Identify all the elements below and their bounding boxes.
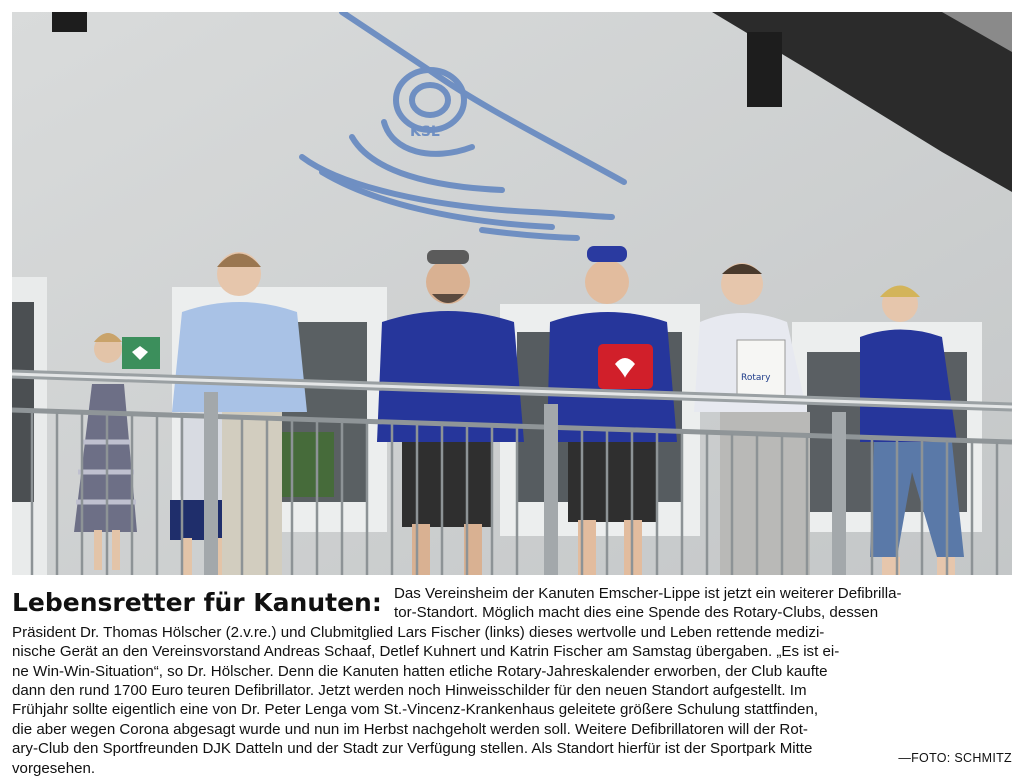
article-line: ary-Club den Sportfreunden DJK Datteln und der Stadt zur Verfügung stellen. Als Standort hierfür ist der Sportpark Mitte: [12, 740, 813, 758]
roof-beam-left: [52, 12, 87, 32]
article-line: Das Vereinsheim der Kanuten Emscher-Lippe ist jetzt ein weiterer Defibrilla-: [394, 585, 902, 602]
rotary-calendar: [737, 340, 785, 400]
photo-credit: —FOTO: SCHMITZ: [898, 751, 1012, 765]
article-headline: Lebensretter für Kanuten:: [12, 588, 382, 617]
article-line: Frühjahr sollte eigentlich eine von Dr. Peter Lenga vom St.-Vincenz-Krankenhaus geleitete größere Schulung stattfinden,: [12, 701, 819, 719]
article-line: tor-Standort. Möglich macht dies eine Spende des Rotary-Clubs, dessen: [394, 604, 879, 622]
roof-beam: [747, 32, 782, 107]
news-photo: [12, 12, 1012, 575]
article-line: vorgesehen.: [12, 759, 96, 777]
article-line: Präsident Dr. Thomas Hölscher (2.v.re.) und Clubmitglied Lars Fischer (links) dieses wertvolle und Leben rettende medizi-: [12, 623, 825, 641]
article-body: [12, 584, 1012, 778]
club-sign-text: KSL: [410, 124, 440, 140]
article-line: ne Win-Win-Situation“, so Dr. Hölscher. Denn die Kanuten hatten etliche Rotary-Jahreskalender erworben, der Club kaufte: [12, 662, 828, 680]
article-line: nische Gerät an den Vereinsvorstand Andreas Schaaf, Detlef Kuhnert und Katrin Fischer am Samstag übergaben. „Es ist ei-: [12, 643, 840, 661]
calendar-text: Rotary: [741, 373, 771, 383]
article-line: dann den rund 1700 Euro teuren Defibrillator. Jetzt werden noch Hinweisschilder für den neuen Standort aufgestellt. Im: [12, 681, 807, 699]
article-line: die aber wegen Corona abgesagt wurde und nun im Herbst nachgeholt werden soll. Weitere Defibrillatoren will der Rot-: [12, 720, 808, 738]
photo-illustration: [12, 12, 1012, 575]
